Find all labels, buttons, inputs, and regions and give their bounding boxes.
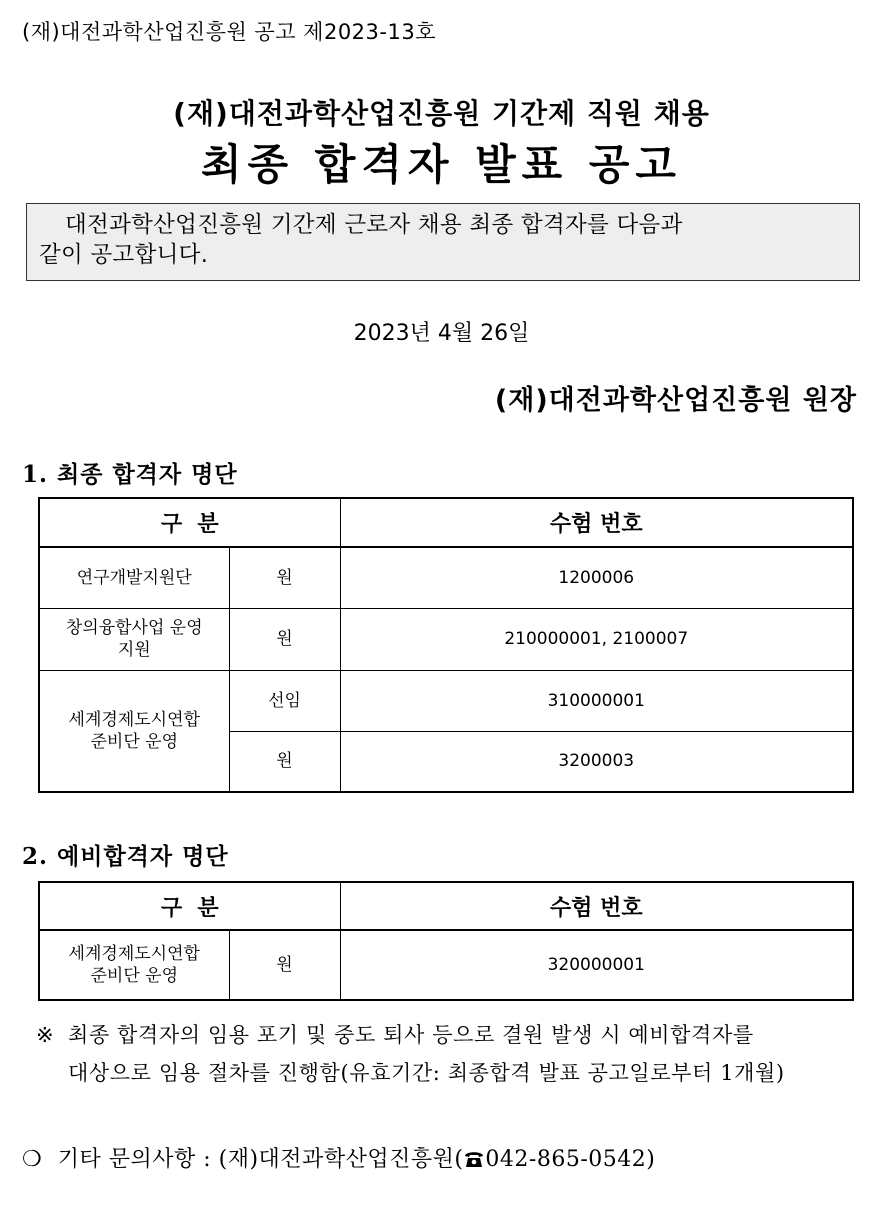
- exam-number-cell: 210000001, 2100007: [340, 608, 853, 670]
- dept-cell: [39, 608, 229, 670]
- summary-line-1: 대전과학산업진흥원 기간제 근로자 채용 최종 합격자를 다음과: [65, 212, 683, 238]
- exam-number-cell: 1200006: [340, 547, 853, 608]
- contact-text: 기타 문의사항 : (재)대전과학산업진흥원(: [57, 1147, 464, 1172]
- summary-line-2: 같이 공고합니다.: [39, 242, 209, 268]
- announcement-date: 2023년 4월 26일: [353, 321, 530, 346]
- exam-number-cell: 3200003: [340, 731, 853, 792]
- table-row: [39, 547, 853, 608]
- table-row: [39, 670, 853, 731]
- title-line-2: 최종 합격자 발표 공고: [200, 140, 682, 189]
- dept-line-1: 세계경제도시연합: [68, 709, 200, 730]
- dept-line-1: 세계경제도시연합: [68, 944, 200, 964]
- header-category: 구 분: [39, 882, 340, 930]
- rank-cell: 원: [229, 608, 340, 670]
- note-line-2: 대상으로 임용 절차를 진행함(유효기간: 최종합격 발표 공고일로부터 1개월): [68, 1061, 785, 1085]
- header-exam-number: 수험 번호: [340, 498, 853, 547]
- dept-cell: [39, 670, 229, 792]
- phone-number: 042-865-0542): [485, 1147, 656, 1172]
- header-exam-number: 수험 번호: [340, 882, 853, 930]
- dept-cell: [39, 930, 229, 1000]
- dept-line-2: 지원: [117, 640, 151, 660]
- bullet-icon: ❍: [22, 1147, 43, 1172]
- summary-box: [26, 203, 860, 281]
- note-line-1: 최종 합격자의 임용 포기 및 중도 퇴사 등으로 결원 발생 시 예비합격자를: [68, 1023, 754, 1047]
- table-row: [39, 930, 853, 1000]
- dept-line-2: 준비단 운영: [90, 731, 178, 752]
- section-1-title: 1. 최종 합격자 명단: [22, 461, 238, 488]
- exam-number-cell: 310000001: [340, 670, 853, 731]
- dept-line-2: 준비단 운영: [90, 966, 178, 986]
- rank-cell: 원: [229, 731, 340, 792]
- rank-cell: 선임: [229, 670, 340, 731]
- reserve-note: [36, 1016, 856, 1092]
- dept-cell: 연구개발지원단: [39, 547, 229, 608]
- rank-cell: 원: [229, 547, 340, 608]
- reference-mark: ※: [36, 1023, 55, 1047]
- contact-info: [22, 1142, 655, 1175]
- notice-number: (재)대전과학산업진흥원 공고 제2023-13호: [22, 20, 436, 44]
- section-2-title: 2. 예비합격자 명단: [22, 843, 229, 870]
- signer: (재)대전과학산업진흥원 원장: [494, 385, 857, 416]
- reserve-passers-table: [38, 881, 854, 1001]
- dept-line-1: 창의융합사업 운영: [65, 618, 203, 638]
- rank-cell: 원: [229, 930, 340, 1000]
- title-line-1: (재)대전과학산업진흥원 기간제 직원 채용: [173, 97, 710, 130]
- table-row: [39, 608, 853, 670]
- final-passers-table: [38, 497, 854, 793]
- phone-icon: [463, 1149, 485, 1175]
- header-category: 구 분: [39, 498, 340, 547]
- exam-number-cell: 320000001: [340, 930, 853, 1000]
